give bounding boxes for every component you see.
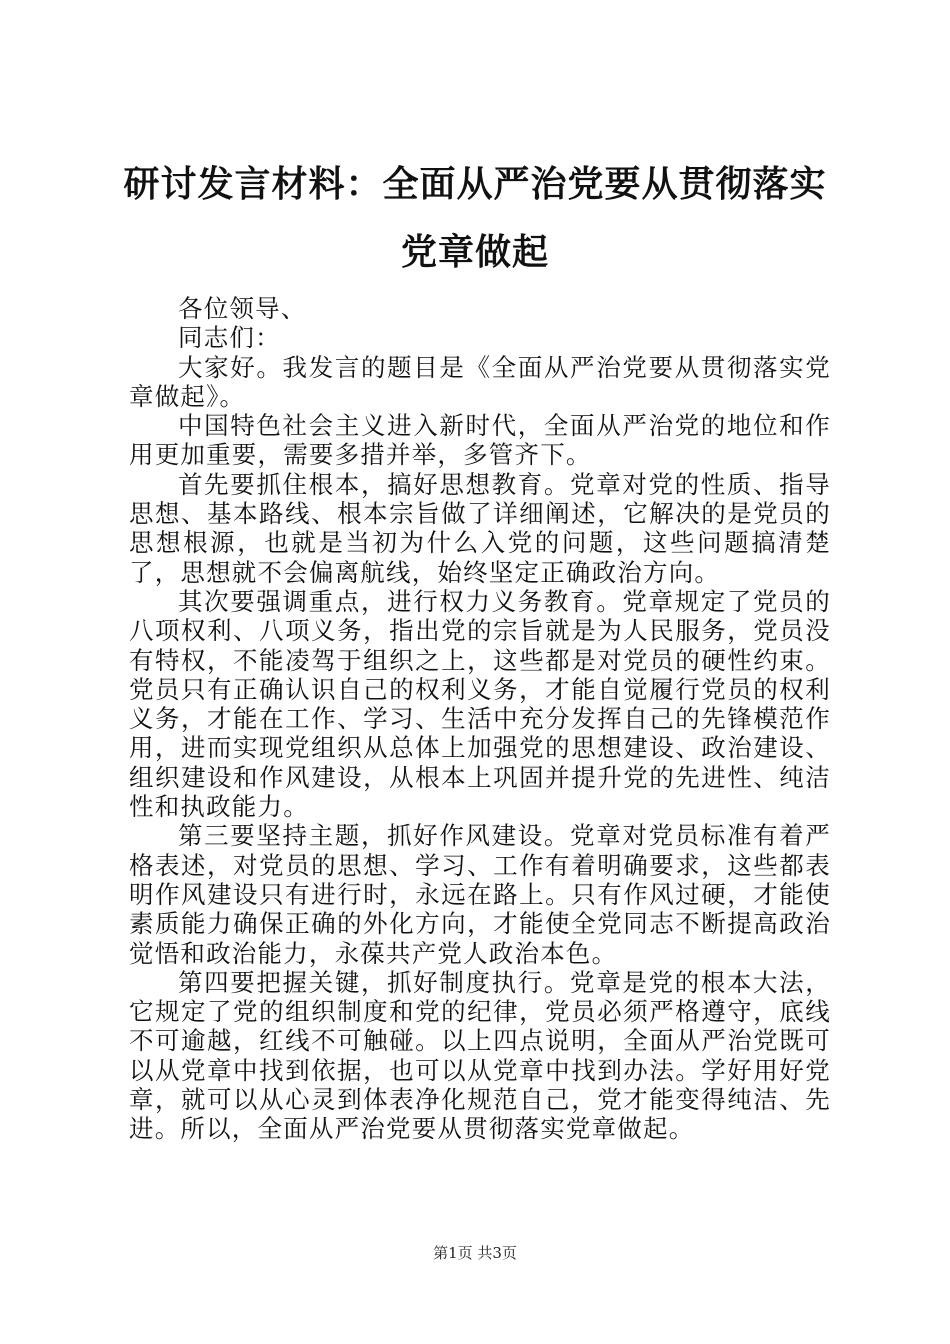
paragraph-second-point: 其次要强调重点，进行权力义务教育。党章规定了党员的八项权利、八项义务，指出党的宗旨就是为人民服务，党员没有特权，不能凌驾于组织之上，这些都是对党员的硬性约束。党员只有正确认识自己的权利义务，才能自觉履行党员的权利义务，才能在工作、学习、生活中充分发挥自己的先锋模范作用，进而实现党组织从总体上加强党的思想建设、政治建设、组织建设和作风建设，从根本上巩固并提升党的先进性、纯洁性和执政能力。 (129, 586, 831, 822)
document-title: 研讨发言材料：全面从严治党要从贯彻落实党章做起 (123, 163, 827, 273)
document-body (129, 294, 831, 1144)
paragraph-first-point: 首先要抓住根本，搞好思想教育。党章对党的性质、指导思想、基本路线、根本宗旨做了详细阐述，它解决的是党员的思想根源，也就是当初为什么入党的问题，这些问题搞清楚了，思想就不会偏离航线，始终坚定正确政治方向。 (129, 469, 831, 587)
page-number-footer: 第1页 共3页 (433, 1244, 517, 1262)
paragraph-fourth-point: 第四要把握关键，抓好制度执行。党章是党的根本大法，它规定了党的组织制度和党的纪律，党员必须严格遵守，底线不可逾越，红线不可触碰。以上四点说明，全面从严治党既可以从党章中找到依据，也可以从党章中找到办法。学好用好党章，就可以从心灵到体表净化规范自己，党才能变得纯洁、先进。所以，全面从严治党要从贯彻落实党章做起。 (129, 967, 831, 1144)
paragraph-greeting: 大家好。我发言的题目是《全面从严治党要从贯彻落实党章做起》。 (129, 352, 831, 411)
paragraph-third-point: 第三要坚持主题，抓好作风建设。党章对党员标准有着严格表述，对党员的思想、学习、工作有着明确要求，这些都表明作风建设只有进行时，永远在路上。只有作风过硬，才能使素质能力确保正确的外化方向，才能使全党同志不断提高政治觉悟和政治能力，永葆共产党人政治本色。 (129, 821, 831, 968)
paragraph-salutation-2: 同志们： (178, 323, 281, 353)
paragraph-salutation-1: 各位领导、 (178, 294, 307, 323)
paragraph-intro: 中国特色社会主义进入新时代，全面从严治党的地位和作用更加重要，需要多措并举，多管齐下。 (129, 411, 831, 470)
